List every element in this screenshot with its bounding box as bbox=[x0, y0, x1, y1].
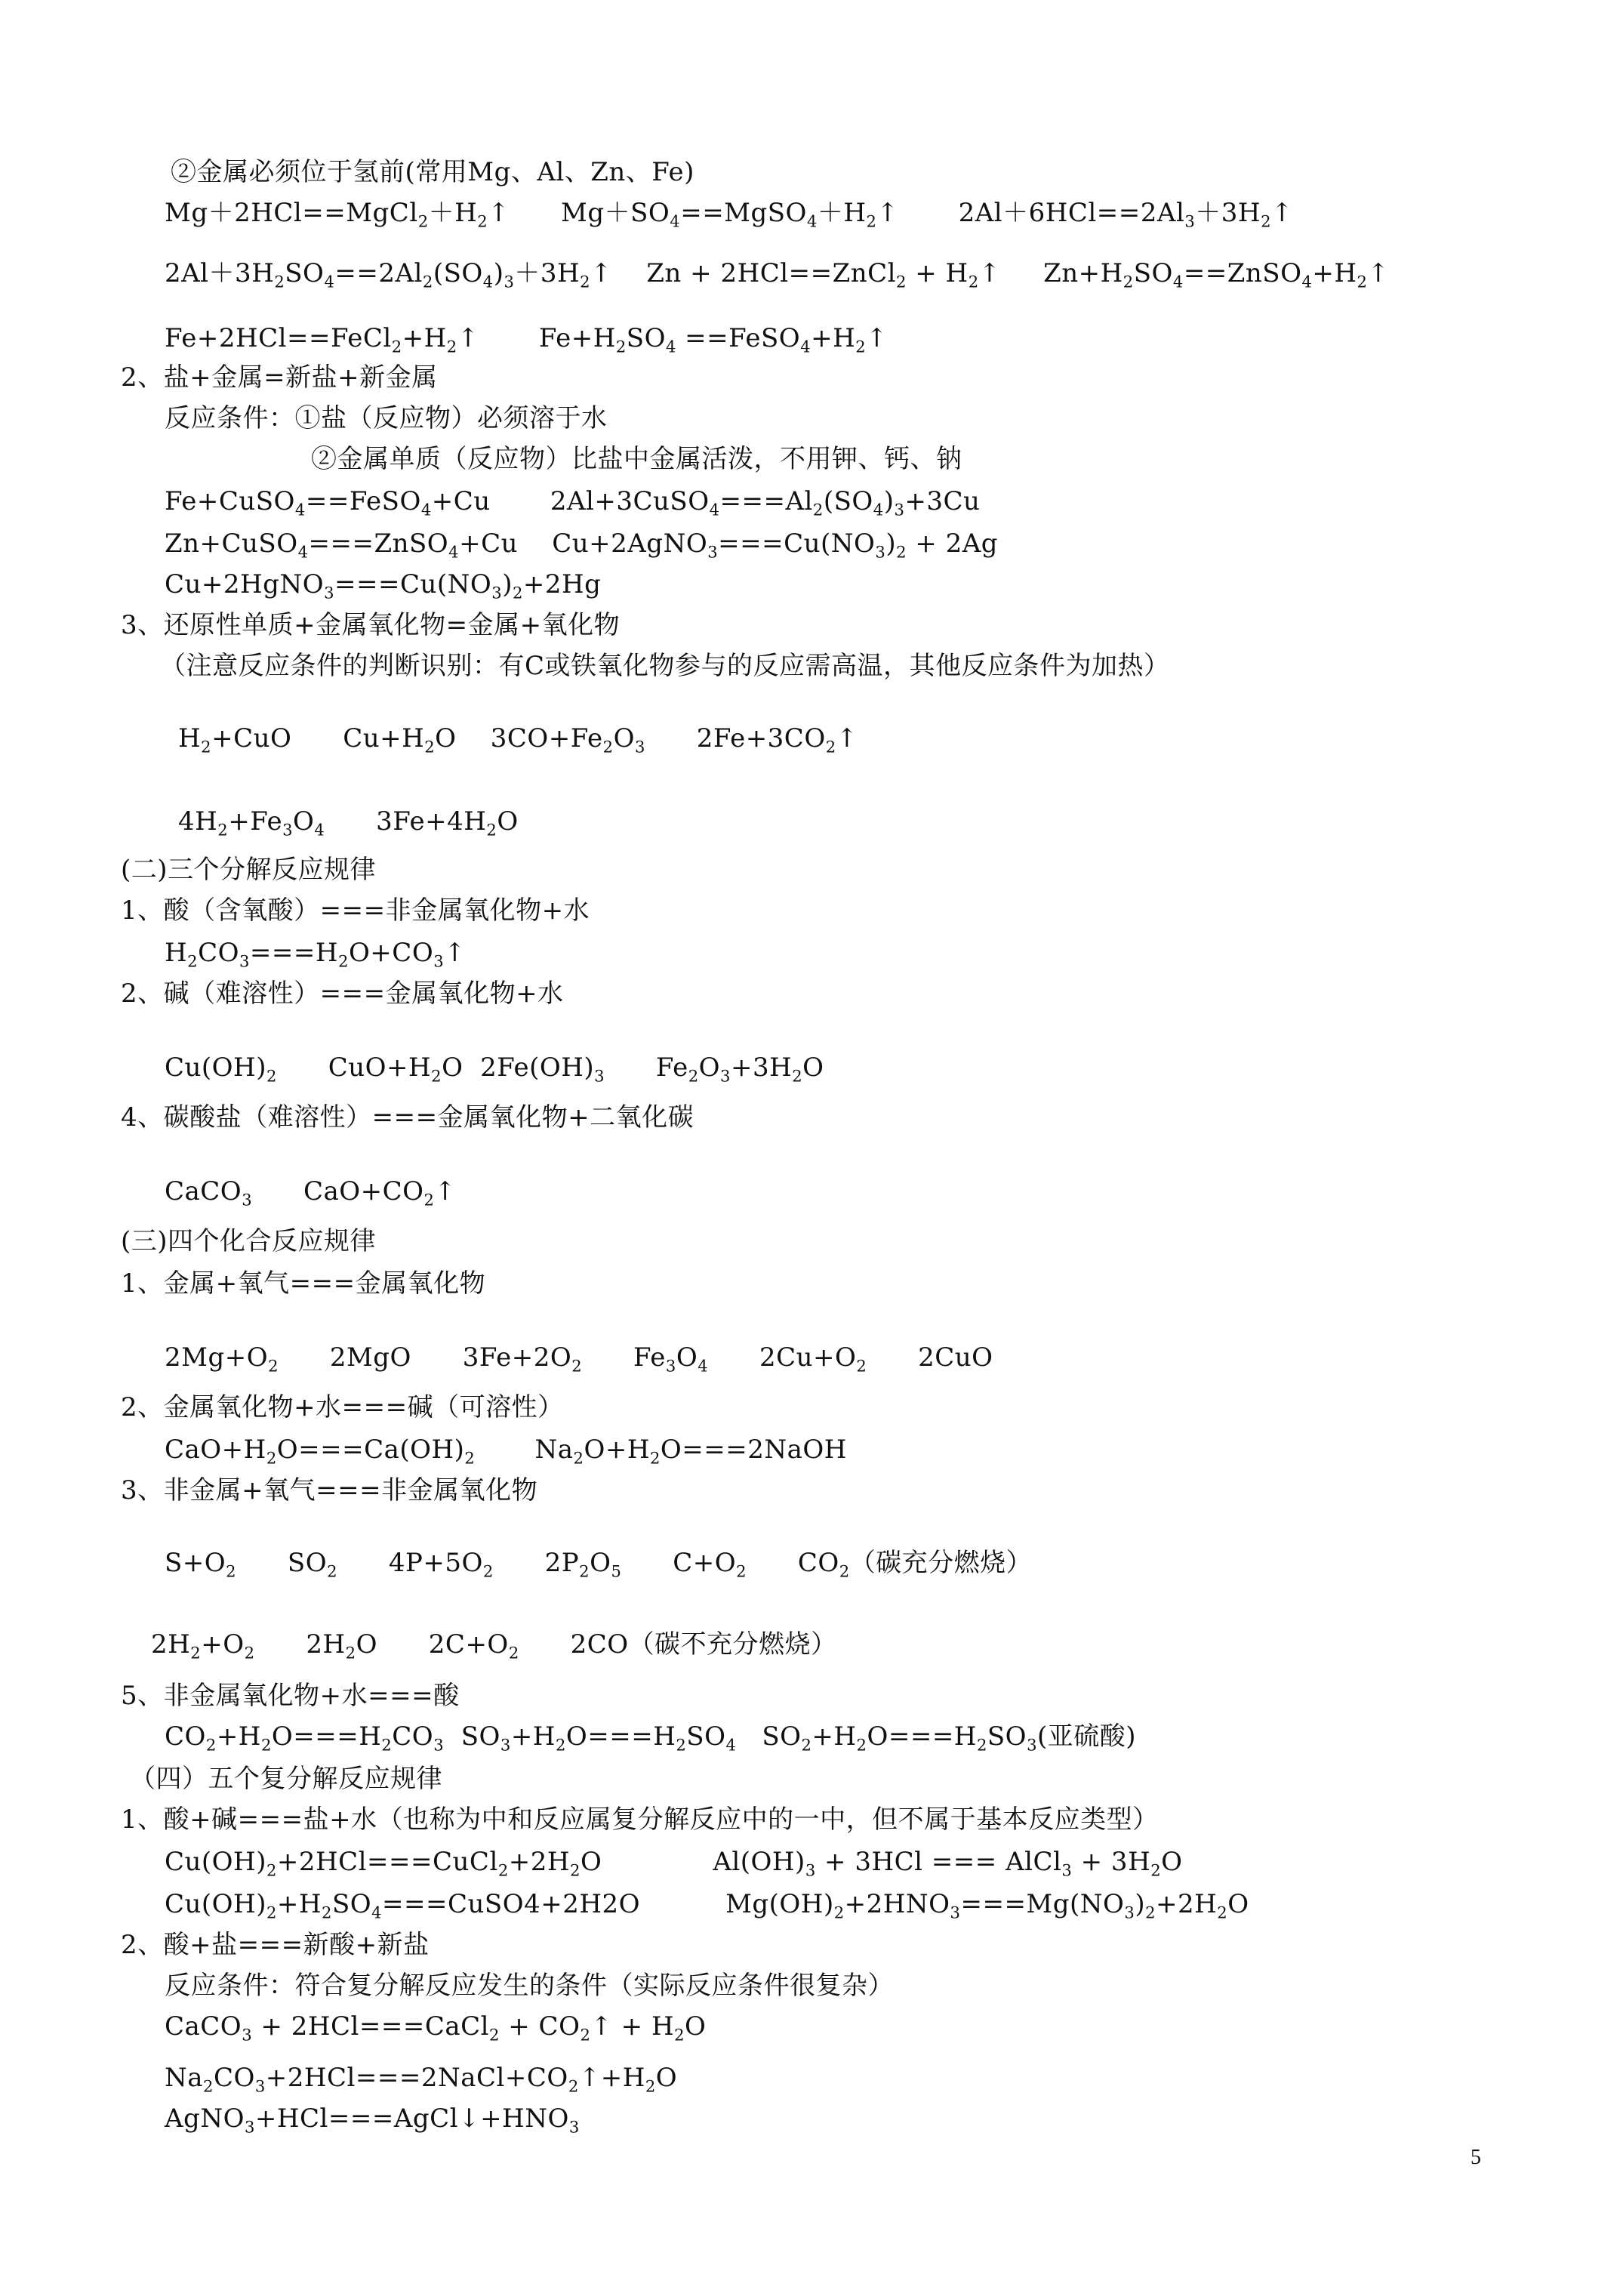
subscript: 3 bbox=[242, 1190, 253, 1210]
subscript: 3 bbox=[950, 1903, 961, 1922]
subscript: 2 bbox=[1357, 272, 1368, 291]
subscript: 2 bbox=[736, 1561, 747, 1581]
subscript: 2 bbox=[266, 1860, 277, 1880]
subscript: 2 bbox=[812, 500, 824, 519]
subscript: 2 bbox=[190, 1643, 202, 1663]
subscript: 2 bbox=[417, 211, 429, 231]
subscript: 3 bbox=[244, 2117, 255, 2137]
subscript: 2 bbox=[489, 2025, 500, 2045]
text-line: ②金属必须位于氢前(常用Mg、Al、Zn、Fe) bbox=[171, 157, 694, 187]
subscript: 3 bbox=[568, 2117, 580, 2137]
subscript: 4 bbox=[294, 500, 306, 519]
subscript: 2 bbox=[464, 1448, 476, 1468]
subscript: 2 bbox=[801, 1735, 812, 1755]
subscript: 2 bbox=[187, 951, 199, 971]
subscript: 2 bbox=[274, 272, 285, 291]
subscript: 4 bbox=[314, 820, 325, 840]
text-line: ②金属单质（反应物）比盐中金属活泼，不用钾、钙、钠 bbox=[311, 444, 962, 474]
subscript: 3 bbox=[894, 500, 905, 519]
subscript: 4 bbox=[448, 542, 460, 562]
subscript: 2 bbox=[345, 1643, 356, 1663]
subscript: 4 bbox=[800, 337, 812, 356]
subscript: 4 bbox=[725, 1735, 737, 1755]
subscript: 2 bbox=[1261, 211, 1271, 231]
subscript: 3 bbox=[500, 1735, 511, 1755]
subscript: 4 bbox=[324, 272, 335, 291]
subscript: 2 bbox=[266, 1903, 277, 1922]
equation-line: $Fe+2HCl==FeCl_2+H_2↑$ $Fe+H_2SO_4$ $==FeSO_4+H_2↑$ bbox=[165, 323, 888, 356]
subscript: 2 bbox=[825, 737, 836, 757]
equation-line: $H_2CO_3===H_2O+CO_3↑$ bbox=[165, 938, 467, 971]
equation-line: CaCO$_3$ + 2HCl===CaCl$_2$ + $CO_2↑ + H_2O$ bbox=[165, 2011, 707, 2045]
subscript: 2 bbox=[266, 1448, 277, 1468]
subscript: 4 bbox=[698, 1356, 709, 1376]
subscript: 2 bbox=[855, 337, 867, 356]
section-heading: 2、金属氧化物+水===碱（可溶性） bbox=[121, 1392, 564, 1422]
subscript: 3 bbox=[875, 542, 886, 562]
subscript: 2 bbox=[431, 1066, 442, 1086]
subscript: 3 bbox=[805, 1860, 816, 1880]
subscript: 2 bbox=[602, 737, 614, 757]
subscript: 2 bbox=[244, 1643, 255, 1663]
page-number: 5 bbox=[1471, 2146, 1481, 2169]
subscript: 2 bbox=[1145, 1903, 1156, 1922]
equation-line: $S+O_2$ $SO_2$ $4P+5O_2$ $2P_2O_5$ $C+O_2$ $CO_2$（碳充分燃烧） bbox=[165, 1548, 1033, 1581]
subscript: 3 bbox=[1184, 211, 1196, 231]
subscript: 3 bbox=[433, 951, 445, 971]
subscript: 3 bbox=[720, 1066, 731, 1086]
subscript: 2 bbox=[486, 820, 497, 840]
section-heading: 1、酸（含氧酸）===非金属氧化物+水 bbox=[121, 895, 590, 926]
subscript: 4 bbox=[420, 500, 432, 519]
subscript: 2 bbox=[570, 1860, 581, 1880]
subscript: 2 bbox=[482, 1561, 494, 1581]
subscript: 2 bbox=[833, 1903, 845, 1922]
subscript: 2 bbox=[856, 1735, 867, 1755]
equation-line: $Cu(OH)_2+H_2SO_4===CuSO4+2H2O$ $Mg(OH)_2+2HNO_3===Mg(NO_3)_2+2H_2O$ bbox=[165, 1889, 1249, 1922]
section-heading: 5、非金属氧化物+水===酸 bbox=[121, 1681, 460, 1711]
subscript: 4 bbox=[482, 272, 494, 291]
subscript: 3 bbox=[242, 2025, 253, 2045]
subscript: 3 bbox=[491, 583, 503, 603]
subscript: 2 bbox=[571, 1356, 583, 1376]
subscript: 2 bbox=[555, 1735, 566, 1755]
text-line: （注意反应条件的判断识别：有C或铁氧化物参与的反应需高温，其他反应条件为加热） bbox=[160, 651, 1170, 681]
subscript: 2 bbox=[226, 1561, 237, 1581]
subscript: 2 bbox=[266, 1066, 277, 1086]
subscript: 3 bbox=[594, 1066, 605, 1086]
equation-line: $2H_2+O_2$ $2H_2O$ $2C+O_2$ 2CO（碳不充分燃烧） bbox=[151, 1629, 837, 1663]
subscript: 4 bbox=[1172, 272, 1184, 291]
subscript: 4 bbox=[371, 1903, 383, 1922]
subscript: 2 bbox=[792, 1066, 803, 1086]
equation-line: $Cu(OH)_2$ $CuO+H_2O$ $2Fe(OH)_3$ $Fe_2O_3+3H_2O$ bbox=[165, 1052, 824, 1086]
subscript: 3 bbox=[254, 2076, 266, 2096]
subscript: 2 bbox=[1217, 1903, 1228, 1922]
text-line: 反应条件：符合复分解反应发生的条件（实际反应条件很复杂） bbox=[165, 1971, 894, 2001]
equation-line: $2Mg+O_2$ 2MgO $3Fe+2O_2$ $Fe_3O_4$ $2Cu+O_2$ 2CuO bbox=[165, 1342, 993, 1376]
subscript: 3 bbox=[1027, 1735, 1037, 1755]
equation-line: $H_2+CuO$ $Cu+H_2O$ $3CO+Fe_2O_3$ $2Fe+3CO_2↑$ bbox=[178, 723, 858, 757]
section-heading: 4、碳酸盐（难溶性）===金属氧化物+二氧化碳 bbox=[121, 1102, 694, 1133]
subscript: 3 bbox=[634, 737, 645, 757]
section-heading: 2、碱（难溶性）===金属氧化物+水 bbox=[121, 978, 564, 1009]
subscript: 2 bbox=[968, 272, 979, 291]
subscript: 4 bbox=[806, 211, 818, 231]
subscript: 2 bbox=[568, 2076, 579, 2096]
text-line: 反应条件：①盐（反应物）必须溶于水 bbox=[165, 403, 608, 433]
subscript: 2 bbox=[976, 1735, 987, 1755]
subscript: 2 bbox=[327, 1561, 338, 1581]
equation-line: $CaO+H_2O===Ca(OH)_2$ $Na_2O+H_2O===2NaOH$ bbox=[165, 1435, 847, 1468]
subscript: 2 bbox=[260, 1735, 272, 1755]
subscript: 2 bbox=[579, 1561, 590, 1581]
subscript: 2 bbox=[674, 2025, 685, 2045]
subscript: 2 bbox=[839, 1561, 850, 1581]
subscript: 2 bbox=[203, 2076, 214, 2096]
subscript: 3 bbox=[282, 820, 293, 840]
subscript: 2 bbox=[580, 2025, 591, 2045]
equation-line: $AgNO_3+HCl===AgCl↓+HNO_3$ bbox=[165, 2103, 580, 2137]
equation-line: $Cu(OH)_2+2HCl===CuCl_2+2H_2O$ $Al(OH)_3 + 3HCl$ === AlCl$_3$ + $3H_2O$ bbox=[165, 1847, 1183, 1880]
subscript: 2 bbox=[645, 2076, 656, 2096]
subscript: 2 bbox=[322, 1903, 332, 1922]
subscript: 3 bbox=[665, 1356, 676, 1376]
subscript: 5 bbox=[611, 1561, 622, 1581]
subscript: 3 bbox=[239, 951, 250, 971]
equation-line: $Mg+2HCl==MgCl_2+H_2↑$ $Mg+SO_4==MgSO_4+H_2↑$ $2Al+6HCl==2Al_3+3H_2↑$ bbox=[165, 198, 1293, 231]
subscript: 2 bbox=[1123, 272, 1134, 291]
subscript: 3 bbox=[433, 1735, 445, 1755]
subscript: 2 bbox=[580, 272, 591, 291]
subscript: 2 bbox=[497, 1860, 509, 1880]
subscript: 4 bbox=[670, 211, 681, 231]
subscript: 2 bbox=[866, 211, 877, 231]
subscript: 2 bbox=[424, 737, 436, 757]
subscript: 2 bbox=[615, 337, 627, 356]
section-heading: 3、非金属+氧气===非金属氧化物 bbox=[121, 1475, 538, 1505]
subscript: 2 bbox=[423, 1190, 435, 1210]
subscript: 2 bbox=[573, 1448, 584, 1468]
equation-line: $Na_2CO_3+2HCl===2NaCl+CO_2↑+H_2O$ bbox=[165, 2063, 678, 2096]
subscript: 2 bbox=[676, 1735, 687, 1755]
section-heading: 2、盐+金属=新盐+新金属 bbox=[121, 362, 438, 393]
subscript: 4 bbox=[873, 500, 884, 519]
subscript: 2 bbox=[446, 337, 457, 356]
subscript: 4 bbox=[297, 542, 309, 562]
equation-line: $2Al+3H_2SO_4==2Al_2(SO_4)_3+3H_2↑$ Zn + 2HCl==ZnCl$_2$ + $H_2↑$ $Zn+H_2SO_4==ZnSO_4+H_2↑$ bbox=[165, 258, 1390, 291]
subscript: 2 bbox=[896, 272, 907, 291]
equation-line: $Cu+2HgNO_3===Cu(NO_3)_2+2Hg$ bbox=[165, 569, 602, 603]
subscript: 3 bbox=[707, 542, 719, 562]
subscript: 3 bbox=[1061, 1860, 1073, 1880]
subscript: 3 bbox=[1124, 1903, 1135, 1922]
section-heading: (三)四个化合反应规律 bbox=[121, 1226, 377, 1256]
subscript: 2 bbox=[205, 1735, 217, 1755]
section-heading: （四）五个复分解反应规律 bbox=[130, 1764, 442, 1794]
subscript: 3 bbox=[324, 583, 334, 603]
subscript: 2 bbox=[508, 1643, 519, 1663]
subscript: 2 bbox=[688, 1066, 699, 1086]
subscript: 2 bbox=[477, 211, 488, 231]
section-heading: 2、酸+盐===新酸+新盐 bbox=[121, 1930, 430, 1960]
equation-line: CaCO$_3$ $CaO+CO_2↑$ bbox=[165, 1176, 457, 1210]
section-heading: 1、金属+氧气===金属氧化物 bbox=[121, 1268, 486, 1299]
equation-line: $CO_2+H_2O===H_2CO_3$ $SO_3+H_2O===H_2SO_4$ $SO_2+H_2O===H_2SO_3$(亚硫酸) bbox=[165, 1721, 1137, 1755]
section-heading: 1、酸+碱===盐+水（也称为中和反应属复分解反应中的一中，但不属于基本反应类型） bbox=[121, 1804, 1159, 1835]
subscript: 2 bbox=[391, 337, 402, 356]
subscript: 4 bbox=[709, 500, 720, 519]
subscript: 2 bbox=[1150, 1860, 1162, 1880]
equation-line: $4H_2+Fe_3O_4$ $3Fe+4H_2O$ bbox=[178, 806, 519, 840]
subscript: 2 bbox=[896, 542, 907, 562]
subscript: 2 bbox=[422, 272, 433, 291]
subscript: 3 bbox=[504, 272, 515, 291]
subscript: 4 bbox=[1301, 272, 1313, 291]
subscript: 2 bbox=[338, 951, 349, 971]
subscript: 4 bbox=[665, 337, 676, 356]
subscript: 2 bbox=[201, 737, 212, 757]
subscript: 2 bbox=[512, 583, 523, 603]
subscript: 2 bbox=[856, 1356, 867, 1376]
subscript: 2 bbox=[217, 820, 229, 840]
equation-line: Zn+CuSO$_4$===ZnSO$_4$+Cu $Cu+2AgNO_3===Cu(NO_3)_2 + 2Ag$ bbox=[165, 529, 999, 562]
subscript: 2 bbox=[649, 1448, 661, 1468]
section-heading: 3、还原性单质+金属氧化物=金属+氧化物 bbox=[121, 610, 621, 640]
subscript: 2 bbox=[381, 1735, 393, 1755]
equation-line: Fe+CuSO$_4$==FeSO$_4$+Cu $2Al+3CuSO_4===Al_2(SO_4)_3+3Cu$ bbox=[165, 486, 981, 519]
subscript: 2 bbox=[268, 1356, 279, 1376]
section-heading: (二)三个分解反应规律 bbox=[121, 855, 377, 885]
